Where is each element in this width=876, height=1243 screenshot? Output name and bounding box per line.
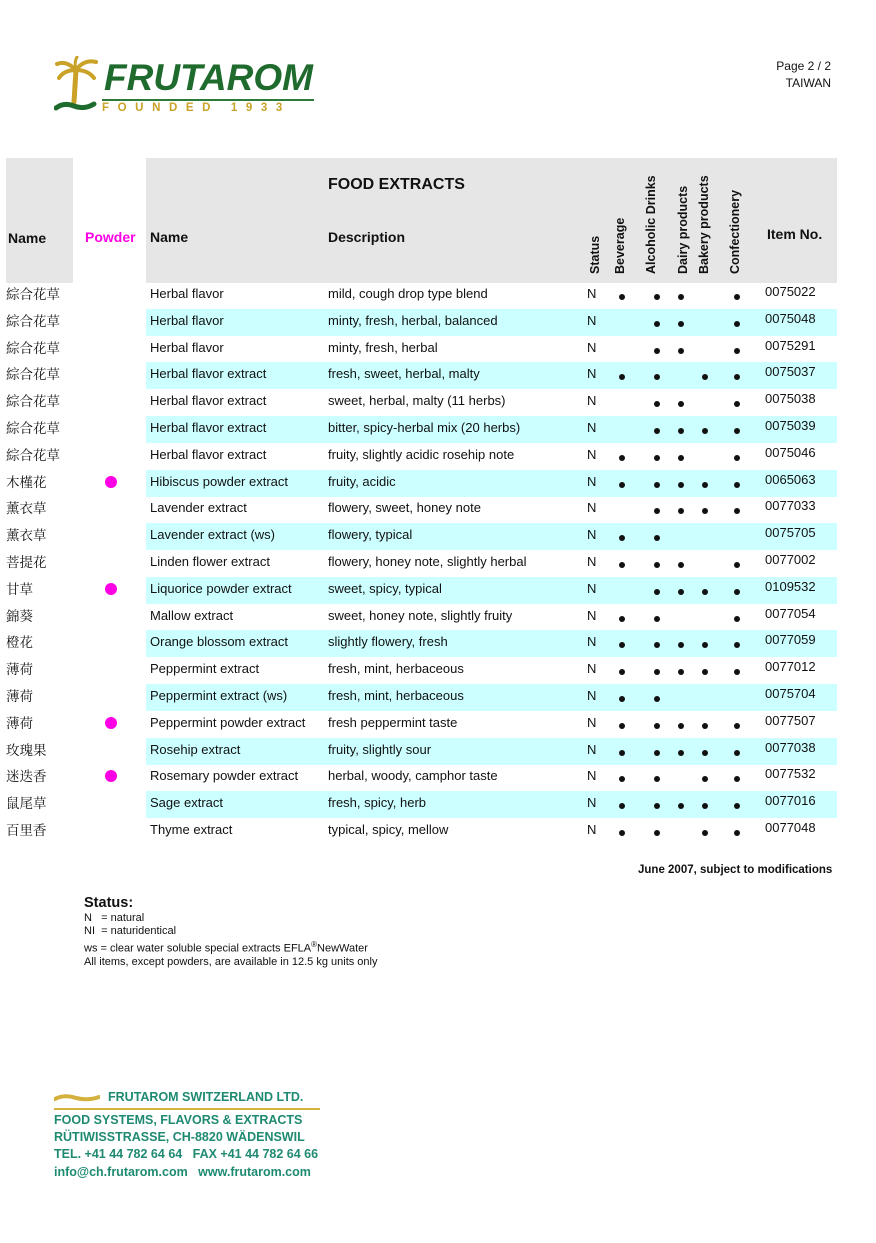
status-code: N [587, 527, 597, 543]
item-number: 0077038 [765, 739, 816, 755]
product-name: Herbal flavor [150, 286, 224, 301]
date-note: June 2007, subject to modifications [638, 864, 833, 876]
powder-indicator-icon [105, 476, 117, 488]
local-name: 薄荷 [6, 662, 33, 679]
header-bakery-products: Bakery products [697, 175, 711, 274]
local-name: 錦葵 [6, 608, 33, 625]
dairy-dot-icon [678, 294, 684, 300]
alcoholic-dot-icon [654, 294, 660, 300]
bakery-dot-icon [702, 723, 708, 729]
product-description: fruity, slightly sour [328, 741, 432, 757]
product-name: Thyme extract [150, 822, 233, 837]
product-description: minty, fresh, herbal [328, 339, 438, 355]
alcoholic-dot-icon [654, 321, 660, 327]
product-name: Herbal flavor extract [150, 420, 267, 435]
status-code: N [587, 339, 597, 355]
product-description: fruity, slightly acidic rosehip note [328, 446, 515, 462]
alcoholic-dot-icon [654, 669, 660, 675]
status-code: N [587, 500, 597, 516]
dairy-dot-icon [678, 428, 684, 434]
confectionery-dot-icon [734, 348, 740, 354]
confectionery-dot-icon [734, 776, 740, 782]
local-name: 橙花 [6, 635, 33, 652]
confectionery-dot-icon [734, 482, 740, 488]
status-code: N [587, 580, 597, 596]
ws-suffix: NewWater [317, 943, 368, 956]
bakery-dot-icon [702, 589, 708, 595]
item-number: 0077002 [765, 552, 816, 567]
confectionery-dot-icon [734, 321, 740, 327]
item-number: 0075037 [765, 364, 816, 380]
product-description: fresh, mint, herbaceous [328, 661, 464, 677]
product-name: Herbal flavor extract [150, 393, 267, 409]
table-row [0, 443, 876, 470]
alcoholic-dot-icon [654, 776, 660, 782]
local-name: 百里香 [6, 823, 47, 839]
company-phone-fax: TEL. +41 44 782 64 64 FAX +41 44 782 64 66 [54, 1147, 319, 1162]
local-name: 綜合花草 [6, 313, 60, 330]
item-number: 0075022 [765, 284, 816, 299]
beverage-dot-icon [619, 776, 625, 782]
alcoholic-dot-icon [654, 508, 660, 514]
bakery-dot-icon [702, 669, 708, 675]
beverage-dot-icon [619, 750, 625, 756]
header-description: Description [328, 229, 406, 245]
product-name: Linden flower extract [150, 554, 270, 569]
product-description: minty, fresh, herbal, balanced [328, 312, 498, 328]
alcoholic-dot-icon [654, 348, 660, 354]
item-number: 0077059 [765, 632, 816, 648]
item-number: 0077048 [765, 820, 816, 835]
status-code: N [587, 634, 597, 650]
item-number: 0109532 [765, 578, 816, 594]
product-description: sweet, spicy, typical [328, 580, 442, 596]
table-row [0, 711, 876, 738]
status-code: N [587, 741, 597, 757]
dairy-dot-icon [678, 482, 684, 488]
confectionery-dot-icon [734, 589, 740, 595]
product-name: Orange blossom extract [150, 634, 289, 650]
local-name: 木槿花 [6, 474, 47, 491]
alcoholic-dot-icon [654, 723, 660, 729]
section-title: FOOD EXTRACTS [328, 176, 465, 193]
product-name: Herbal flavor extract [150, 446, 267, 462]
frutarom-logo [54, 56, 324, 120]
logo-rule [102, 99, 314, 101]
header-dairy-products: Dairy products [676, 185, 690, 274]
status-legend-availability: All items, except powders, are available in 12.5 kg units only [84, 956, 378, 969]
dairy-dot-icon [678, 589, 684, 595]
header-confectionery: Confectionery [728, 189, 742, 274]
alcoholic-dot-icon [654, 401, 660, 407]
status-code: N [587, 473, 597, 489]
table-row [0, 657, 876, 684]
local-name: 薄荷 [6, 715, 33, 732]
confectionery-dot-icon [734, 428, 740, 434]
beverage-dot-icon [619, 669, 625, 675]
local-name: 綜合花草 [6, 421, 60, 437]
palm-tree-icon [54, 56, 102, 112]
table-row [0, 738, 876, 765]
beverage-dot-icon [619, 562, 625, 568]
status-code: N [587, 554, 597, 569]
item-number: 0075291 [765, 337, 816, 353]
item-number: 0077054 [765, 605, 816, 621]
confectionery-dot-icon [734, 750, 740, 756]
header-status: Status [588, 235, 602, 274]
page-info [776, 58, 831, 92]
confectionery-dot-icon [734, 723, 740, 729]
product-description: fresh, mint, herbaceous [328, 688, 464, 703]
table-row [0, 791, 876, 818]
beverage-dot-icon [619, 455, 625, 461]
confectionery-dot-icon [734, 401, 740, 407]
table-row [0, 336, 876, 363]
local-name: 玫瑰果 [6, 742, 47, 759]
status-legend-naturidentical: NI = naturidentical [84, 925, 177, 938]
product-name: Lavender extract [150, 500, 247, 516]
header-local-name: Name [8, 230, 47, 246]
product-name: Herbal flavor [150, 312, 224, 328]
alcoholic-dot-icon [654, 616, 660, 622]
status-legend-title: Status: [84, 895, 134, 911]
dairy-dot-icon [678, 455, 684, 461]
local-name: 綜合花草 [6, 340, 60, 357]
product-description: fresh peppermint taste [328, 714, 458, 730]
beverage-dot-icon [619, 294, 625, 300]
bakery-dot-icon [702, 776, 708, 782]
local-name: 薄荷 [6, 689, 33, 705]
local-name: 綜合花草 [6, 287, 60, 303]
local-name: 綜合花草 [6, 394, 60, 411]
beverage-dot-icon [619, 616, 625, 622]
brand-tagline: FOUNDED 1933 [102, 102, 291, 114]
product-name: Peppermint extract [150, 661, 260, 677]
header-band-local-name [6, 158, 73, 283]
status-code: N [587, 688, 597, 703]
local-name: 綜合花草 [6, 447, 60, 464]
product-name: Herbal flavor [150, 339, 224, 355]
status-code: N [587, 795, 597, 811]
alcoholic-dot-icon [654, 696, 660, 702]
powder-indicator-icon [105, 717, 117, 729]
status-legend-ws [84, 938, 378, 956]
local-name: 薰衣草 [6, 528, 47, 545]
product-name: Hibiscus powder extract [150, 473, 288, 489]
ws-prefix: ws = clear water soluble special extracts EFLA [84, 943, 312, 956]
region-label: TAIWAN [785, 76, 831, 90]
product-description: flowery, sweet, honey note [328, 500, 481, 516]
status-code: N [587, 393, 597, 409]
table-row [0, 523, 876, 550]
page-number: Page 2 / 2 [776, 59, 831, 73]
product-description: fresh, sweet, herbal, malty [328, 366, 480, 382]
local-name: 鼠尾草 [6, 796, 47, 813]
table-row [0, 496, 876, 523]
dairy-dot-icon [678, 348, 684, 354]
status-code: N [587, 607, 597, 623]
product-description: typical, spicy, mellow [328, 822, 449, 837]
product-name: Sage extract [150, 795, 223, 811]
item-number: 0065063 [765, 471, 816, 487]
local-name: 菩提花 [6, 555, 47, 571]
confectionery-dot-icon [734, 669, 740, 675]
local-name: 綜合花草 [6, 367, 60, 384]
confectionery-dot-icon [734, 562, 740, 568]
powder-indicator-icon [105, 583, 117, 595]
alcoholic-dot-icon [654, 482, 660, 488]
beverage-dot-icon [619, 723, 625, 729]
status-code: N [587, 822, 597, 837]
table-row [0, 362, 876, 389]
product-description: sweet, honey note, slightly fruity [328, 607, 513, 623]
item-number: 0077507 [765, 712, 816, 728]
status-code: N [587, 286, 597, 301]
item-number: 0075038 [765, 391, 816, 407]
status-code: N [587, 714, 597, 730]
dairy-dot-icon [678, 508, 684, 514]
dairy-dot-icon [678, 321, 684, 327]
status-code: N [587, 446, 597, 462]
table-row [0, 764, 876, 791]
local-name: 迷迭香 [6, 769, 47, 786]
product-description: sweet, herbal, malty (11 herbs) [328, 393, 506, 409]
dairy-dot-icon [678, 401, 684, 407]
item-number: 0075705 [765, 525, 816, 541]
header-beverage: Beverage [613, 217, 627, 274]
confectionery-dot-icon [734, 830, 740, 836]
table-row [0, 604, 876, 631]
product-description: flowery, honey note, slightly herbal [328, 554, 527, 569]
registered-mark: ® [311, 940, 318, 950]
header-alcoholic-drinks: Alcoholic Drinks [644, 175, 658, 274]
table-row [0, 470, 876, 497]
product-name: Mallow extract [150, 607, 234, 623]
product-name: Peppermint powder extract [150, 714, 306, 730]
dairy-dot-icon [678, 669, 684, 675]
item-number: 0077016 [765, 793, 816, 809]
alcoholic-dot-icon [654, 455, 660, 461]
product-description: flowery, typical [328, 527, 413, 543]
company-name: FRUTAROM SWITZERLAND LTD. [108, 1090, 304, 1104]
dairy-dot-icon [678, 723, 684, 729]
item-number: 0077532 [765, 766, 816, 782]
confectionery-dot-icon [734, 616, 740, 622]
alcoholic-dot-icon [654, 562, 660, 568]
bakery-dot-icon [702, 482, 708, 488]
item-number: 0077033 [765, 498, 816, 514]
bakery-dot-icon [702, 428, 708, 434]
product-name: Peppermint extract (ws) [150, 688, 288, 703]
bakery-dot-icon [702, 830, 708, 836]
table-row [0, 630, 876, 657]
brand-name: FRUTAROM [104, 57, 313, 98]
table-row [0, 282, 876, 309]
status-code: N [587, 661, 597, 677]
bakery-dot-icon [702, 508, 708, 514]
table-row [0, 309, 876, 336]
dairy-dot-icon [678, 562, 684, 568]
swoosh-icon [54, 1094, 100, 1102]
company-address: RÜTIWISSTRASSE, CH-8820 WÄDENSWIL [54, 1130, 305, 1145]
beverage-dot-icon [619, 830, 625, 836]
product-description: slightly flowery, fresh [328, 634, 448, 650]
product-description: fruity, acidic [328, 473, 396, 489]
status-code: N [587, 366, 597, 382]
status-legend [84, 894, 378, 969]
item-number: 0075704 [765, 686, 816, 701]
product-name: Liquorice powder extract [150, 580, 292, 596]
dairy-dot-icon [678, 750, 684, 756]
product-name: Lavender extract (ws) [150, 527, 275, 543]
table-row [0, 684, 876, 711]
table-row [0, 416, 876, 443]
product-description: bitter, spicy-herbal mix (20 herbs) [328, 420, 521, 435]
alcoholic-dot-icon [654, 589, 660, 595]
bakery-dot-icon [702, 750, 708, 756]
status-legend-natural: N = natural [84, 912, 145, 924]
table-row [0, 550, 876, 577]
alcoholic-dot-icon [654, 750, 660, 756]
product-name: Rosehip extract [150, 741, 241, 757]
table-row [0, 389, 876, 416]
item-number: 0075039 [765, 418, 816, 433]
table-row [0, 577, 876, 604]
beverage-dot-icon [619, 482, 625, 488]
powder-indicator-icon [105, 770, 117, 782]
beverage-dot-icon [619, 696, 625, 702]
header-powder: Powder [85, 229, 136, 245]
confectionery-dot-icon [734, 455, 740, 461]
status-code: N [587, 768, 597, 784]
product-description: fresh, spicy, herb [328, 795, 427, 811]
confectionery-dot-icon [734, 508, 740, 514]
item-number: 0075046 [765, 444, 816, 460]
item-number: 0075048 [765, 310, 816, 326]
table-row [0, 818, 876, 845]
local-name: 薰衣草 [6, 501, 47, 518]
company-division: FOOD SYSTEMS, FLAVORS & EXTRACTS [54, 1113, 303, 1127]
company-email-web: info@ch.frutarom.com www.frutarom.com [54, 1164, 311, 1179]
status-code: N [587, 420, 597, 435]
item-number: 0077012 [765, 659, 816, 675]
product-name: Rosemary powder extract [150, 768, 299, 784]
company-details [54, 1112, 318, 1181]
local-name: 甘草 [6, 581, 33, 598]
alcoholic-dot-icon [654, 830, 660, 836]
header-name: Name [150, 229, 189, 245]
company-rule [54, 1108, 320, 1110]
product-description: mild, cough drop type blend [328, 286, 488, 301]
product-description: herbal, woody, camphor taste [328, 768, 498, 784]
status-code: N [587, 312, 597, 328]
header-item-no: Item No. [767, 226, 823, 242]
confectionery-dot-icon [734, 294, 740, 300]
alcoholic-dot-icon [654, 428, 660, 434]
product-name: Herbal flavor extract [150, 366, 267, 382]
